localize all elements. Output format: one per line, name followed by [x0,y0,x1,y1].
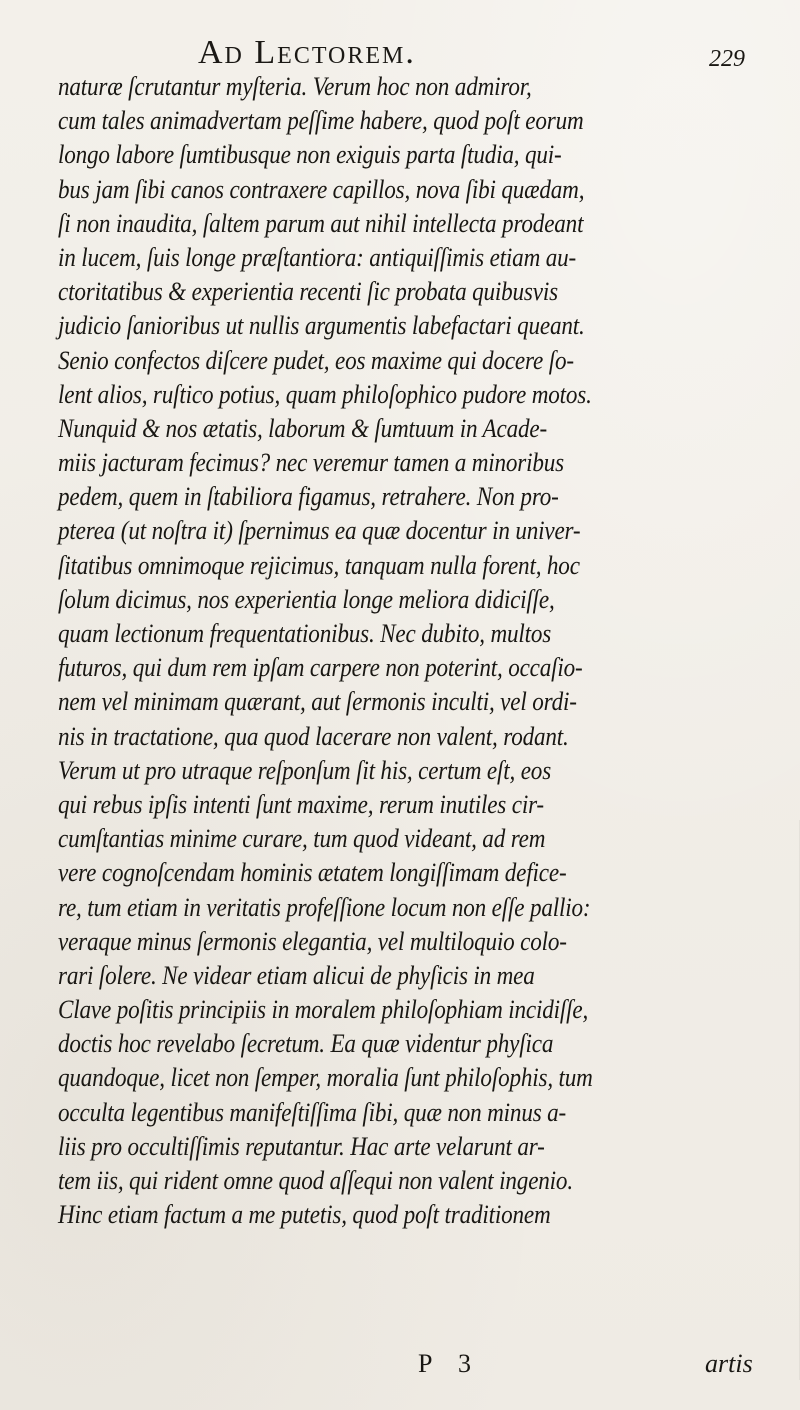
text-line: vere cognoſcendam hominis ætatem longiſſimam defice- [58,858,567,888]
text-line: longo labore ſumtibusque non exiguis parta ſtudia, qui- [58,140,562,170]
text-line: re, tum etiam in veritatis profeſſione locum non eſſe pallio: [58,892,591,922]
text-line: pedem, quem in ſtabiliora figamus, retrahere. Non pro- [58,482,559,512]
text-line: Nunquid & nos ætatis, laborum & ſumtuum in Acade- [58,413,548,443]
text-line: pterea (ut noſtra it) ſpernimus ea quæ docentur in univer- [58,516,581,546]
text-line: ſi non inaudita, ſaltem parum aut nihil intellecta prodeant [58,208,584,238]
text-line: in lucem, ſuis longe præſtantiora: antiquiſſimis etiam au- [58,242,577,272]
text-line: naturæ ſcrutantur myſteria. Verum hoc non admiror, [58,72,532,101]
main-text-block [58,70,778,1232]
text-line: ctoritatibus & experientia recenti ſic probata quibusvis [58,277,558,307]
text-line: miis jacturam fecimus? nec veremur tamen a minoribus [58,448,564,478]
text-line: occulta legentibus manifeſtiſſima ſibi, quæ non minus a- [58,1097,567,1127]
text-line: quandoque, licet non ſemper, moralia ſunt philoſophis, tum [58,1063,593,1093]
text-line: Senio confectos diſcere pudet, eos maxime qui docere ſo- [58,345,574,375]
text-line: nem vel minimam quærant, aut ſermonis inculti, vel ordi- [58,687,577,717]
text-line: liis pro occultiſſimis reputantur. Hac arte velarunt ar- [58,1131,545,1161]
text-line: veraque minus ſermonis elegantia, vel multiloquio colo- [58,926,567,956]
text-line: ſolum dicimus, nos experientia longe meliora didiciſſe, [58,584,555,614]
page-number: 229 [709,46,745,72]
text-line: doctis hoc revelabo ſecretum. Ea quæ videntur phyſica [58,1029,554,1059]
text-line: nis in tractatione, qua quod lacerare non valent, rodant. [58,721,569,751]
running-title: Ad Lectorem. [198,34,416,71]
text-line: tem iis, qui rident omne quod aſſequi non valent ingenio. [58,1166,573,1195]
text-line: bus jam ſibi canos contraxere capillos, nova ſibi quædam, [58,174,585,204]
text-line: judicio ſanioribus ut nullis argumentis labefactari queant. [58,311,585,341]
text-line: cumſtantias minime curare, tum quod videant, ad rem [58,824,546,854]
text-line: quam lectionum frequentationibus. Nec dubito, multos [58,619,552,648]
text-line: Verum ut pro utraque reſponſum ſit his, certum eſt, eos [58,755,552,785]
running-head [0,34,800,74]
text-line: cum tales animadvertam peſſime habere, quod poſt eorum [58,106,584,136]
text-line: Clave poſitis principiis in moralem philoſophiam incidiſſe, [58,995,589,1025]
text-line: lent alios, ruſtico potius, quam philoſophico pudore motos. [58,379,592,409]
text-line: qui rebus ipſis intenti ſunt maxime, rerum inutiles cir- [58,789,544,819]
text-line: Hinc etiam factum a me putetis, quod poſt traditionem [58,1200,551,1230]
text-line: rari ſolere. Ne videar etiam alicui de phyſicis in mea [58,960,535,990]
catchword: artis [705,1349,753,1378]
text-line: futuros, qui dum rem ipſam carpere non poterint, occaſio- [58,653,583,683]
signature-mark: P 3 [418,1349,481,1378]
page-footer [0,1349,800,1383]
text-line: ſitatibus omnimoque rejicimus, tanquam nulla forent, hoc [58,550,580,580]
